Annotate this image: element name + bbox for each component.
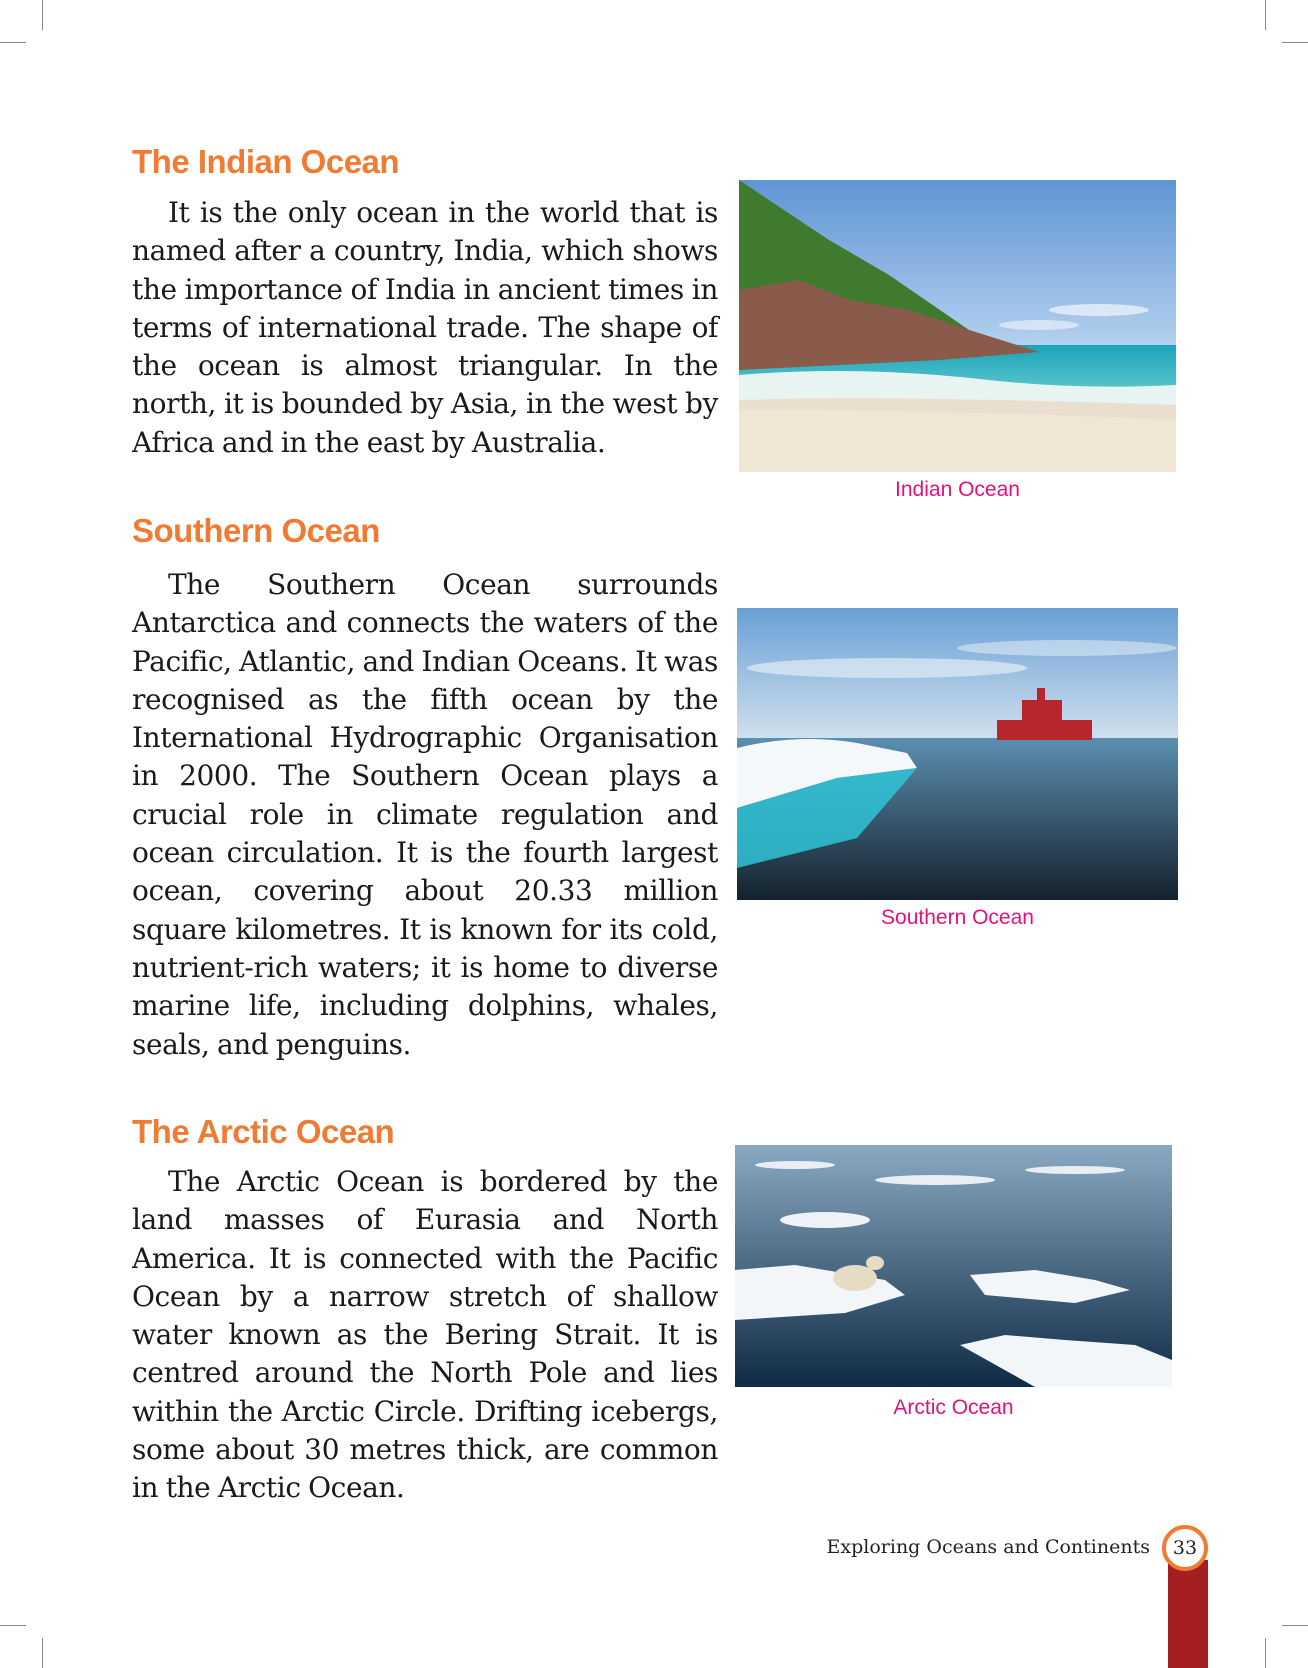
arctic-ocean-photo bbox=[735, 1145, 1172, 1387]
page-number: 33 bbox=[1162, 1525, 1208, 1571]
southern-ocean-photo bbox=[737, 608, 1178, 900]
section-heading-arctic-ocean: The Arctic Ocean bbox=[132, 1113, 395, 1150]
section-text-indian-ocean: It is the only ocean in the world that is named after a country, India, which shows the importance of India in ancient times in terms of international trade. The shape of the ocean is almost triangular. In the north, it is bounded by Asia, in the west by Africa and in the east by Australia. bbox=[132, 196, 718, 459]
chapter-title: Exploring Oceans and Continents bbox=[826, 1536, 1150, 1558]
section-text-arctic-ocean: The Arctic Ocean is bordered by the land masses of Eurasia and North America. It is connected with the Pacific Ocean by a narrow stretch of shallow water known as the Bering Strait. It is centred around the North Pole and lies within the Arctic Circle. Drifting icebergs, some about 30 metres thick, are common in the Arctic Ocean. bbox=[132, 1165, 718, 1505]
crop-mark bbox=[1265, 1638, 1266, 1668]
indian-ocean-photo bbox=[739, 180, 1176, 472]
crop-mark bbox=[42, 0, 43, 30]
crop-mark bbox=[0, 1625, 26, 1626]
crop-mark bbox=[1282, 42, 1308, 43]
crop-mark bbox=[0, 42, 26, 43]
caption-southern-ocean: Southern Ocean bbox=[881, 906, 1034, 929]
page-ribbon bbox=[1168, 1560, 1208, 1668]
section-heading-southern-ocean: Southern Ocean bbox=[132, 512, 380, 549]
crop-mark bbox=[1265, 0, 1266, 30]
crop-mark bbox=[42, 1638, 43, 1668]
caption-indian-ocean: Indian Ocean bbox=[895, 478, 1020, 501]
caption-arctic-ocean: Arctic Ocean bbox=[893, 1396, 1014, 1419]
section-text-southern-ocean: The Southern Ocean surrounds Antarctica and connects the waters of the Pacific, Atlantic, and Indian Oceans. It was recognised as the fifth ocean by the International Hydrographic Organisation in 2000. The Southern Ocean plays a crucial role in climate regulation and ocean circulation. It is the fourth largest ocean, covering about 20.33 million square kilometres. It is known for its cold, nutrient-rich waters; it is home to diverse marine life, including dolphins, whales, seals, and penguins. bbox=[132, 568, 718, 1061]
crop-mark bbox=[1282, 1625, 1308, 1626]
section-heading-indian-ocean: The Indian Ocean bbox=[132, 143, 400, 180]
